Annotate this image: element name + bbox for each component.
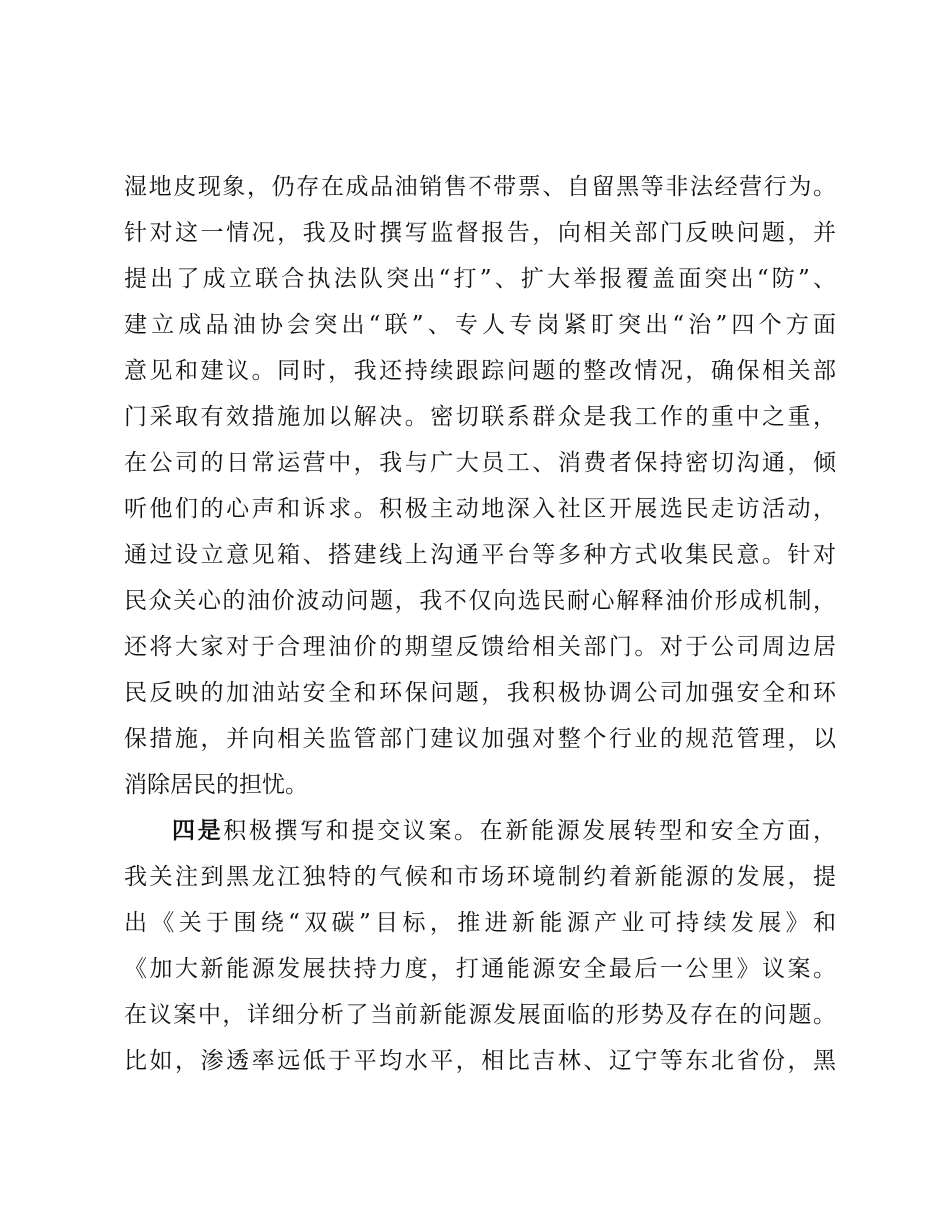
section-lead: 四是 [172,817,224,844]
paragraph-line: 提出了成立联合执法队突出“打”、扩大举报覆盖面突出“防”、 [124,266,836,292]
paragraph-line: 比如，渗透率远低于平均水平，相比吉林、辽宁等东北省份，黑 [124,1048,836,1074]
paragraph-line: 还将大家对于合理油价的期望反馈给相关部门。对于公司周边居 [124,634,836,660]
paragraph-line: 《加大新能源发展扶持力度，打通能源安全最后一公里》议案。 [124,956,836,982]
paragraph-line: 保措施，并向相关监管部门建议加强对整个行业的规范管理，以 [124,726,836,752]
paragraph-first-line [172,811,836,851]
paragraph-line: 针对这一情况，我及时撰写监督报告，向相关部门反映问题，并 [124,220,836,246]
paragraph-line: 在议案中，详细分析了当前新能源发展面临的形势及存在的问题。 [124,1002,836,1028]
paragraph-line: 我关注到黑龙江独特的气候和市场环境制约着新能源的发展，提 [124,864,836,890]
paragraph-line: 湿地皮现象，仍存在成品油销售不带票、自留黑等非法经营行为。 [124,174,836,200]
paragraph-line: 意见和建议。同时，我还持续跟踪问题的整改情况，确保相关部 [124,358,836,384]
paragraph-line: 通过设立意见箱、搭建线上沟通平台等多种方式收集民意。针对 [124,542,836,568]
paragraph-line: 建立成品油协会突出“联”、专人专岗紧盯突出“治”四个方面 [124,312,836,338]
paragraph-line: 出《关于围绕“双碳”目标，推进新能源产业可持续发展》和 [124,910,836,936]
paragraph-line: 民众关心的油价波动问题，我不仅向选民耐心解释油价形成机制， [124,588,836,614]
paragraph-line: 消除居民的担忧。 [124,772,308,798]
paragraph-line-text: 积极撰写和提交议案。在新能源发展转型和安全方面， [223,818,837,844]
paragraph-line: 在公司的日常运营中，我与广大员工、消费者保持密切沟通，倾 [124,450,836,476]
paragraph-line: 民反映的加油站安全和环保问题，我积极协调公司加强安全和环 [124,680,836,706]
paragraph-line: 门采取有效措施加以解决。密切联系群众是我工作的重中之重， [124,404,836,430]
paragraph-line: 听他们的心声和诉求。积极主动地深入社区开展选民走访活动， [124,496,836,522]
